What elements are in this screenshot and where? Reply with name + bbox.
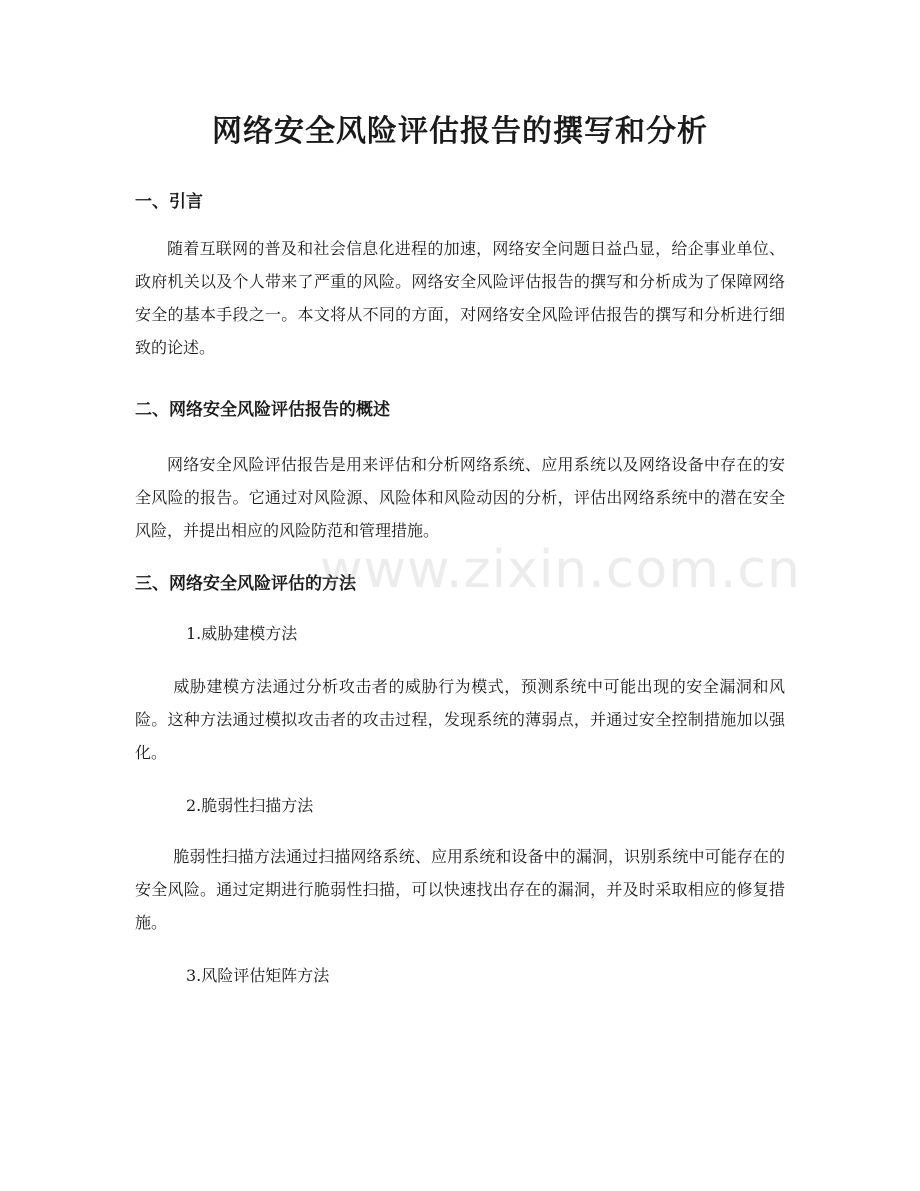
method-title-vulnerability-scanning: 2.脆弱性扫描方法 (186, 796, 314, 815)
section-heading-overview: 二、网络安全风险评估报告的概述 (135, 400, 390, 420)
paragraph-intro: 随着互联网的普及和社会信息化进程的加速，网络安全问题日益凸显，给企事业单位、政府机关以及个人带来了严重的风险。网络安全风险评估报告的撰写和分析成为了保障网络安全的基本手段之一。本文将从不同的方面，对网络安全风险评估报告的撰写和分析进行细致的论述。 (135, 239, 785, 357)
method-title-risk-matrix: 3.风险评估矩阵方法 (186, 966, 330, 985)
paragraph-threat-modeling: 威胁建模方法通过分析攻击者的威胁行为模式，预测系统中可能出现的安全漏洞和风险。这种方法通过模拟攻击者的攻击过程，发现系统的薄弱点，并通过安全控制措施加以强化。 (135, 677, 785, 762)
paragraph-overview: 网络安全风险评估报告是用来评估和分析网络系统、应用系统以及网络设备中存在的安全风险的报告。它通过对风险源、风险体和风险动因的分析，评估出网络系统中的潜在安全风险，并提出相应的风险防范和管理措施。 (135, 455, 785, 540)
document-title: 网络安全风险评估报告的撰写和分析 (212, 114, 708, 149)
paragraph-vulnerability-scanning: 脆弱性扫描方法通过扫描网络系统、应用系统和设备中的漏洞，识别系统中可能存在的安全风险。通过定期进行脆弱性扫描，可以快速找出存在的漏洞，并及时采取相应的修复措施。 (135, 847, 785, 932)
method-title-threat-modeling: 1.威胁建模方法 (186, 624, 298, 643)
section-heading-intro: 一、引言 (135, 192, 203, 212)
section-heading-methods: 三、网络安全风险评估的方法 (135, 574, 356, 594)
watermark: www.zixin.com.cn (320, 540, 801, 600)
